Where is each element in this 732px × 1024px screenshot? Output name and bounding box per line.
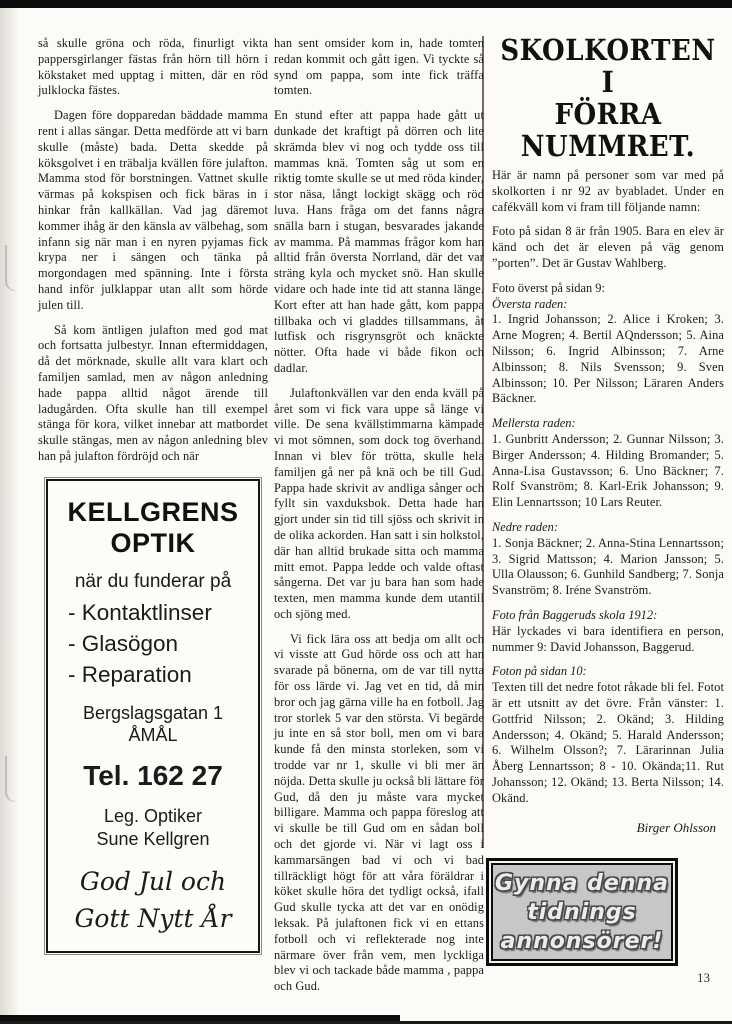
body-paragraph: En stund efter att pappa hade gått ut dunkade det kraftigt på dörren och lite skrämda blev vi nog och tydde oss till mammas knä. Tomten såg ut som en riktig tomte skulle se ut med röda kinder, stor näsa, långt lockigt skägg och röd luva. Hans fråga om det fanns några snälla barn i stugan, besvarades jakande av mamma. På mammas frågor kom han alltid från översta Norrland, där det var sträng kyla och mycket snö. Han skulle vidare och hade inte tid att stanna länge. Kort efter att han hade gått, kom pappa tillbaka och vi gladdes tillsammans, åt lutfisk och risgrynsgröt och knäckte nötter. Ofta hade vi både fikon och dadlar. [274,108,484,375]
row-label: Översta raden: [492,296,568,311]
ad-title [54,497,252,559]
gynna-annonsorer-ad [486,858,678,966]
intro-paragraph: Här är namn på personer som var med på skolkorten i nr 92 av byabladet. Under en cafékväll kom vi fram till följande namn: [492,168,724,214]
ad-service-item: - Kontaktlinser [68,599,212,625]
photo9-section [492,281,724,407]
gynna-ad-line: Gynna denna [494,870,670,896]
gynna-ad-line: tidnings [527,899,637,925]
gynna-ad-line: annonsörer! [500,928,664,954]
baggerud-text: Här lyckades vi bara identifiera en person, nummer 9: David Johansson, Baggerud. [492,623,724,654]
ad-services-list [54,597,252,690]
sidan10-label: Foton på sidan 10: [492,664,587,679]
photo8-section [492,224,724,271]
ad-greeting-line: Gott Nytt År [74,903,232,933]
body-paragraph: Vi fick lära oss att bedja om allt och vi visste att Gud hörde oss och att han svarade på bönerna, om de var till nytta för oss lärde vi. Jag vet en tid, då min bror och jag gärna ville ha en fotboll. Jag tror storlek 5 var den största. Vi begärde ju inte en så stor boll, men om vi bara kunde få den minsta storleken, som vi trodde var nr 1, skulle vi bli mer än nöjda. Detta skulle ju också bli lättare för Gud, då den ju måste vara mycket billigare. Mamma och pappa föreslog att vi skulle be till Gud om en sådan boll och det gjorde vi. När vi lagt oss i kammarsängen bad vi och vi bad tillräckligt högt för att våra föräldrar i köket skulle höra det tydligt också, ifall Gud skulle tycka att det var en onödig leksak. På julaftonen fick vi en ettans fotboll och vi reflekterade nog inte närmare över från vem, men lyckliga blev vi och tackade både mamma , pappa och Gud. [274,631,484,994]
scan-top-edge [0,0,732,8]
ad-greeting [54,863,252,937]
ad-service-item: - Glasögon [68,630,179,656]
ad-service-item: - Reparation [68,661,192,687]
baggerud-label: Foto från Baggeruds skola 1912: [492,607,658,622]
photo8-text: Foto på sidan 8 är från 1905. Bara en elev är känd och det är eleven på väg genom ”porten”. Det är Gustav Wahlberg. [492,224,724,270]
row-label: Mellersta raden: [492,416,576,431]
ad-address [54,702,252,746]
ad-phone: Tel. 162 27 [83,759,223,791]
scan-artifact-mark [5,756,15,802]
row-names: 1. Gunbritt Andersson; 2. Gunnar Nilsson; 3. Birger Andersson; 4. Hilding Bromander; 5. Anna-Lisa Gustavsson; 6. Uno Bäckner; 7. Rolf Svanström; 8. Karl-Erik Johansson; 9. Elin Lennartsson; 10 Lars Reuter. [492,431,724,510]
middle-row-section [492,416,724,511]
article-heading-line: SKOLKORTEN I [500,34,716,100]
right-column [492,36,724,966]
body-paragraph: han sent omsider kom in, hade tomten redan kommit och gått igen. Vi tyckte så synd om pappa, som inte fick träffa tomten. [274,36,484,98]
ad-optician [54,805,252,851]
middle-column [274,36,484,995]
ad-address-city: ÅMÅL [128,724,178,745]
photo9-intro: Foto överst på sidan 9: [492,280,605,295]
lower-row-section [492,520,724,599]
body-paragraph: Så kom äntligen julafton med god mat och fortsatta julbestyr. Innan eftermiddagen, då det mörknade, skulle allt vara klart och familjen samlad, men av någon anledning hade pappa alltid något ärende till ladugården. Ofta skulle han till exempel stänga för kora, vilket innebar att matbordet skulle stängas, men av någon anledning blev han på julafton fördröjd och när [38,322,268,463]
ad-tagline: när du funderar på [74,570,232,592]
sidan10-text: Texten till det nedre fotot råkade bli fel. Fotot är ett utsnitt av det övre. Från vänster: 1. Gottfrid Nilsson; 2. Okänd; 3. Hilding Andersson; 4. Okänd; 5. Harald Andersson; 6. Wilhelm Olsson?; 7. Lärarinnan Julia Åberg Lennartsson; 8 - 10. Okända;11. Rut Johansson; 12. Okänd; 13. Berta Nilsson; 14. Okänd. [492,680,724,805]
row-names: 1. Sonja Bäckner; 2. Anna-Stina Lennartsson; 3. Sigrid Mattsson; 4. Marion Jansson; 5. Ulla Olausson; 6. Gunhild Sandberg; 7. Sonja Svanström; 8. Iréne Svanström. [492,535,724,598]
ad-optician-name: Sune Kellgren [96,828,210,849]
ad-address-street: Bergslagsgatan 1 [82,702,224,723]
sidan10-section [492,664,724,806]
row-names: 1. Ingrid Johansson; 2. Alice i Kroken; 3. Arne Mogren; 4. Bertil AQndersson; 5. Aina Nilsson; 6. Ingrid Albinsson; 7. Arne Albinsson; 8. Nils Svensson; 9. Sven Albinsson; 10. Per Nilsson; Läraren Anders Bäckner. [492,312,724,406]
article-heading [492,36,724,164]
scan-left-shade [0,8,20,1021]
page-number: 13 [697,970,710,985]
ad-title-line: OPTIK [110,527,196,558]
author-signature: Birger Ohlsson [636,820,716,836]
ad-greeting-line: God Jul och [79,866,227,896]
ad-title-line: KELLGRENS [67,496,239,527]
article-heading-line: FÖRRA NUMMRET. [520,98,696,164]
scan-artifact-mark [5,245,15,291]
row-label: Nedre raden: [492,519,558,534]
kellgrens-optik-ad [46,479,260,953]
body-paragraph: Julaftonkvällen var den enda kväll på året som vi fick vara uppe så länge vi ville. De sena kvällstimmarna kämpade vi mot sömnen, som dock tog överhand. Innan vi blev för trötta, skulle hela familjen gå ner på knä och be till Gud. Pappa hade skrivit av andliga sånger och fyllt sin vaxduksbok. Detta hade han gjort under sin tid till sjöss och skrivit in de olika ackorden. Han satt i sin holkstol, där han alltid brukade sitta och mamma mitt emot. Pappa ledde och valde oftast sångerna. Det var ju bara han som hade texten, men mamma kunde dem utantill och sjöng med. [274,385,484,621]
left-column [38,36,268,953]
ad-optician-title: Leg. Optiker [103,805,203,826]
baggerud-section [492,608,724,655]
body-paragraph: så skulle gröna och röda, finurligt vikta pappersgirlanger fästas från hörn till hörn i kökstaket med upptag i mitten, där en röd julklocka fästes. [38,36,268,98]
body-paragraph: Dagen före dopparedan bäddade mamma rent i allas sängar. Detta medförde att vi barn skulle (måste) bada. Detta skedde på köksgolvet i en träbalja kvällen före julafton. Mamma stod för borstningen. Vattnet skulle värmas på kokspisen och fick bäras in i hinkar från kallkällan. Vad jag däremot kommer ihåg är den känsla av välbehag, som infann sig när man i en nyren pyjamas fick krypa ner i sängen och tänka på morgondagen med spänning. Inte i första hand inför julklappar utan allt som hörde julen till. [38,108,268,312]
